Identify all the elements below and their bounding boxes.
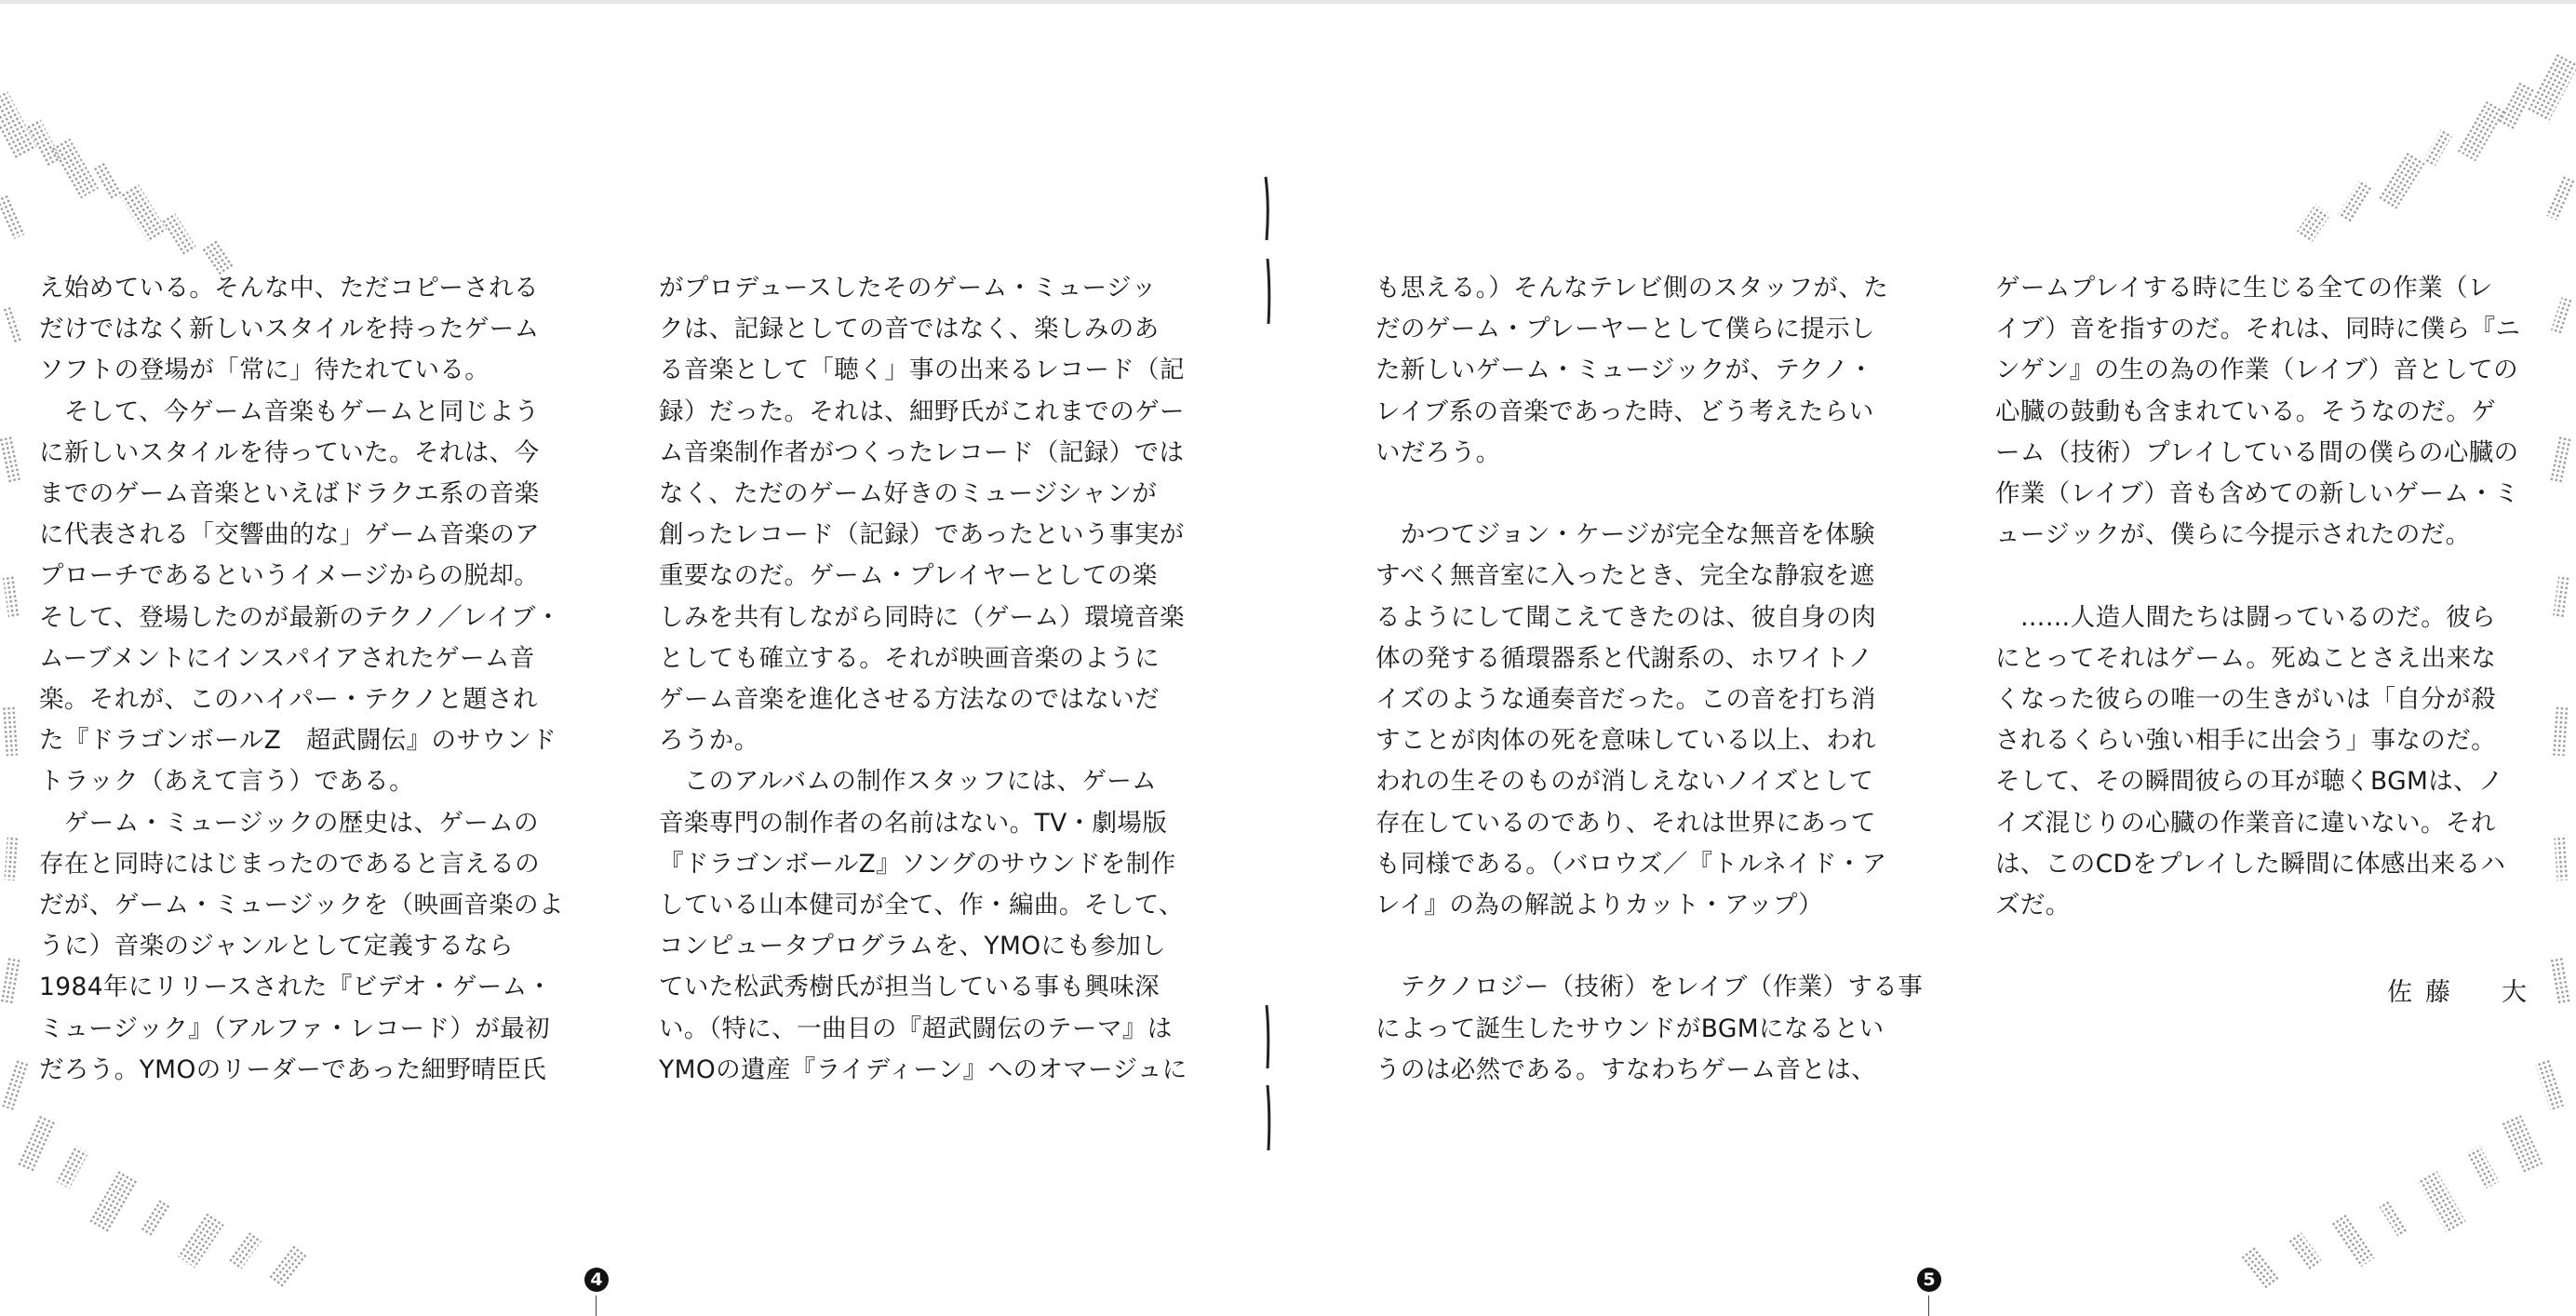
binding-stitches	[1247, 168, 1284, 1173]
page-number-left: 4	[584, 1268, 609, 1292]
page-number-right: 5	[1917, 1268, 1941, 1292]
text-column-4: ゲームプレイする時に生じる全ての作業（レ イブ）音を指すのだ。それは、同時に僕ら『ニ ンゲン』の生の為の作業（レイブ）音としての 心臓の鼓動も含まれている。そうなのだ。ゲ ーム（技術）プレイしている間の僕らの心臓の 作業（レイブ）音も含めての新しいゲーム・ミ ュージックが、僕らに今提示されたのだ。 ……人造人間たちは闘っているのだ。彼ら にとってそれはゲーム。死ぬことさえ出来な くなった彼らの唯一の生きがいは「自分が殺 されるくらい強い相手に出会う」事なのだ。 そして、その瞬間彼らの耳が聴くBGMは、ノ イズ混じりの心臓の作業音に違いない。それ は、このCDをプレイした瞬間に体感出来るハ ズだ。	[1995, 274, 2521, 920]
text-column-3: も思える。）そんなテレビ側のスタッフが、た だのゲーム・プレーヤーとして僕らに提示し た新しいゲーム・ミュージックが、テクノ・ レイブ系の音楽であった時、どう考えたらい いだろう。 かつてジョン・ケージが完全な無音を体験 すべく無音室に入ったとき、完全な静寂を遮 るようにして聞こえてきたのは、彼自身の肉 体の発する循環器系と代謝系の、ホワイトノ イズのような通奏音だった。この音を打ち消 すことが肉体の死を意味している以上、われ われの生そのものが消しえないノイズとして 存在しているのであり、それは世界にあって も同様である。（バロウズ／『トルネイド・ア レイ』の為の解説よりカット・アップ） テクノロジー（技術）をレイブ（作業）する事 によって誕生したサウンドがBGMになるとい うのは必然である。すなわちゲーム音とは、	[1375, 274, 1924, 1084]
page-tick-right	[1928, 1296, 1929, 1316]
text-column-2: がプロデュースしたそのゲーム・ミュージッ クは、記録としての音ではなく、楽しみのあ る音楽として「聴く」事の出来るレコード（記 録）だった。それは、細野氏がこれまでのゲー ム音楽制作者がつくったレコード（記録）では なく、ただのゲーム好きのミュージシャンが 創ったレコード（記録）であったという事実が 重要なのだ。ゲーム・プレイヤーとしての楽 しみを共有しながら同時に（ゲーム）環境音楽 としても確立する。それが映画音楽のように ゲーム音楽を進化させる方法なのではないだ ろうか。 このアルバムの制作スタッフには、ゲーム 音楽専門の制作者の名前はない。TV・劇場版 『ドラゴンボールZ』ソングのサウンドを制作 している山本健司が全て、作・編曲。そして、 コンピュータプログラムを、YMOにも参加し ていた松武秀樹氏が担当している事も興味深 い。（特に、一曲目の『超武闘伝のテーマ』は YMOの遺産『ライディーン』へのオマージュに	[659, 274, 1187, 1084]
page-tick-left	[596, 1296, 597, 1316]
text-column-1: え始めている。そんな中、ただコピーされる だけではなく新しいスタイルを持ったゲーム ソフトの登場が「常に」待たれている。 そして、今ゲーム音楽もゲームと同じよう に新しいスタイルを待っていた。それは、今 までのゲーム音楽といえばドラクエ系の音楽 に代表される「交響曲的な」ゲーム音楽のア プローチであるというイメージからの脱却。 そして、登場したのが最新のテクノ／レイブ・ ムーブメントにインスパイアされたゲーム音 楽。それが、このハイパー・テクノと題され た『ドラゴンボールZ 超武闘伝』のサウンド トラック（あえて言う）である。 ゲーム・ミュージックの歴史は、ゲームの 存在と同時にはじまったのであると言えるの だが、ゲーム・ミュージックを（映画音楽のよ うに）音楽のジャンルとして定義するなら 1984年にリリースされた『ビデオ・ゲーム・ ミュージック』（アルファ・レコード）が最初 だろう。YMOのリーダーであった細野晴臣氏	[39, 274, 564, 1084]
author-signature: 佐藤 大	[2387, 978, 2540, 1007]
